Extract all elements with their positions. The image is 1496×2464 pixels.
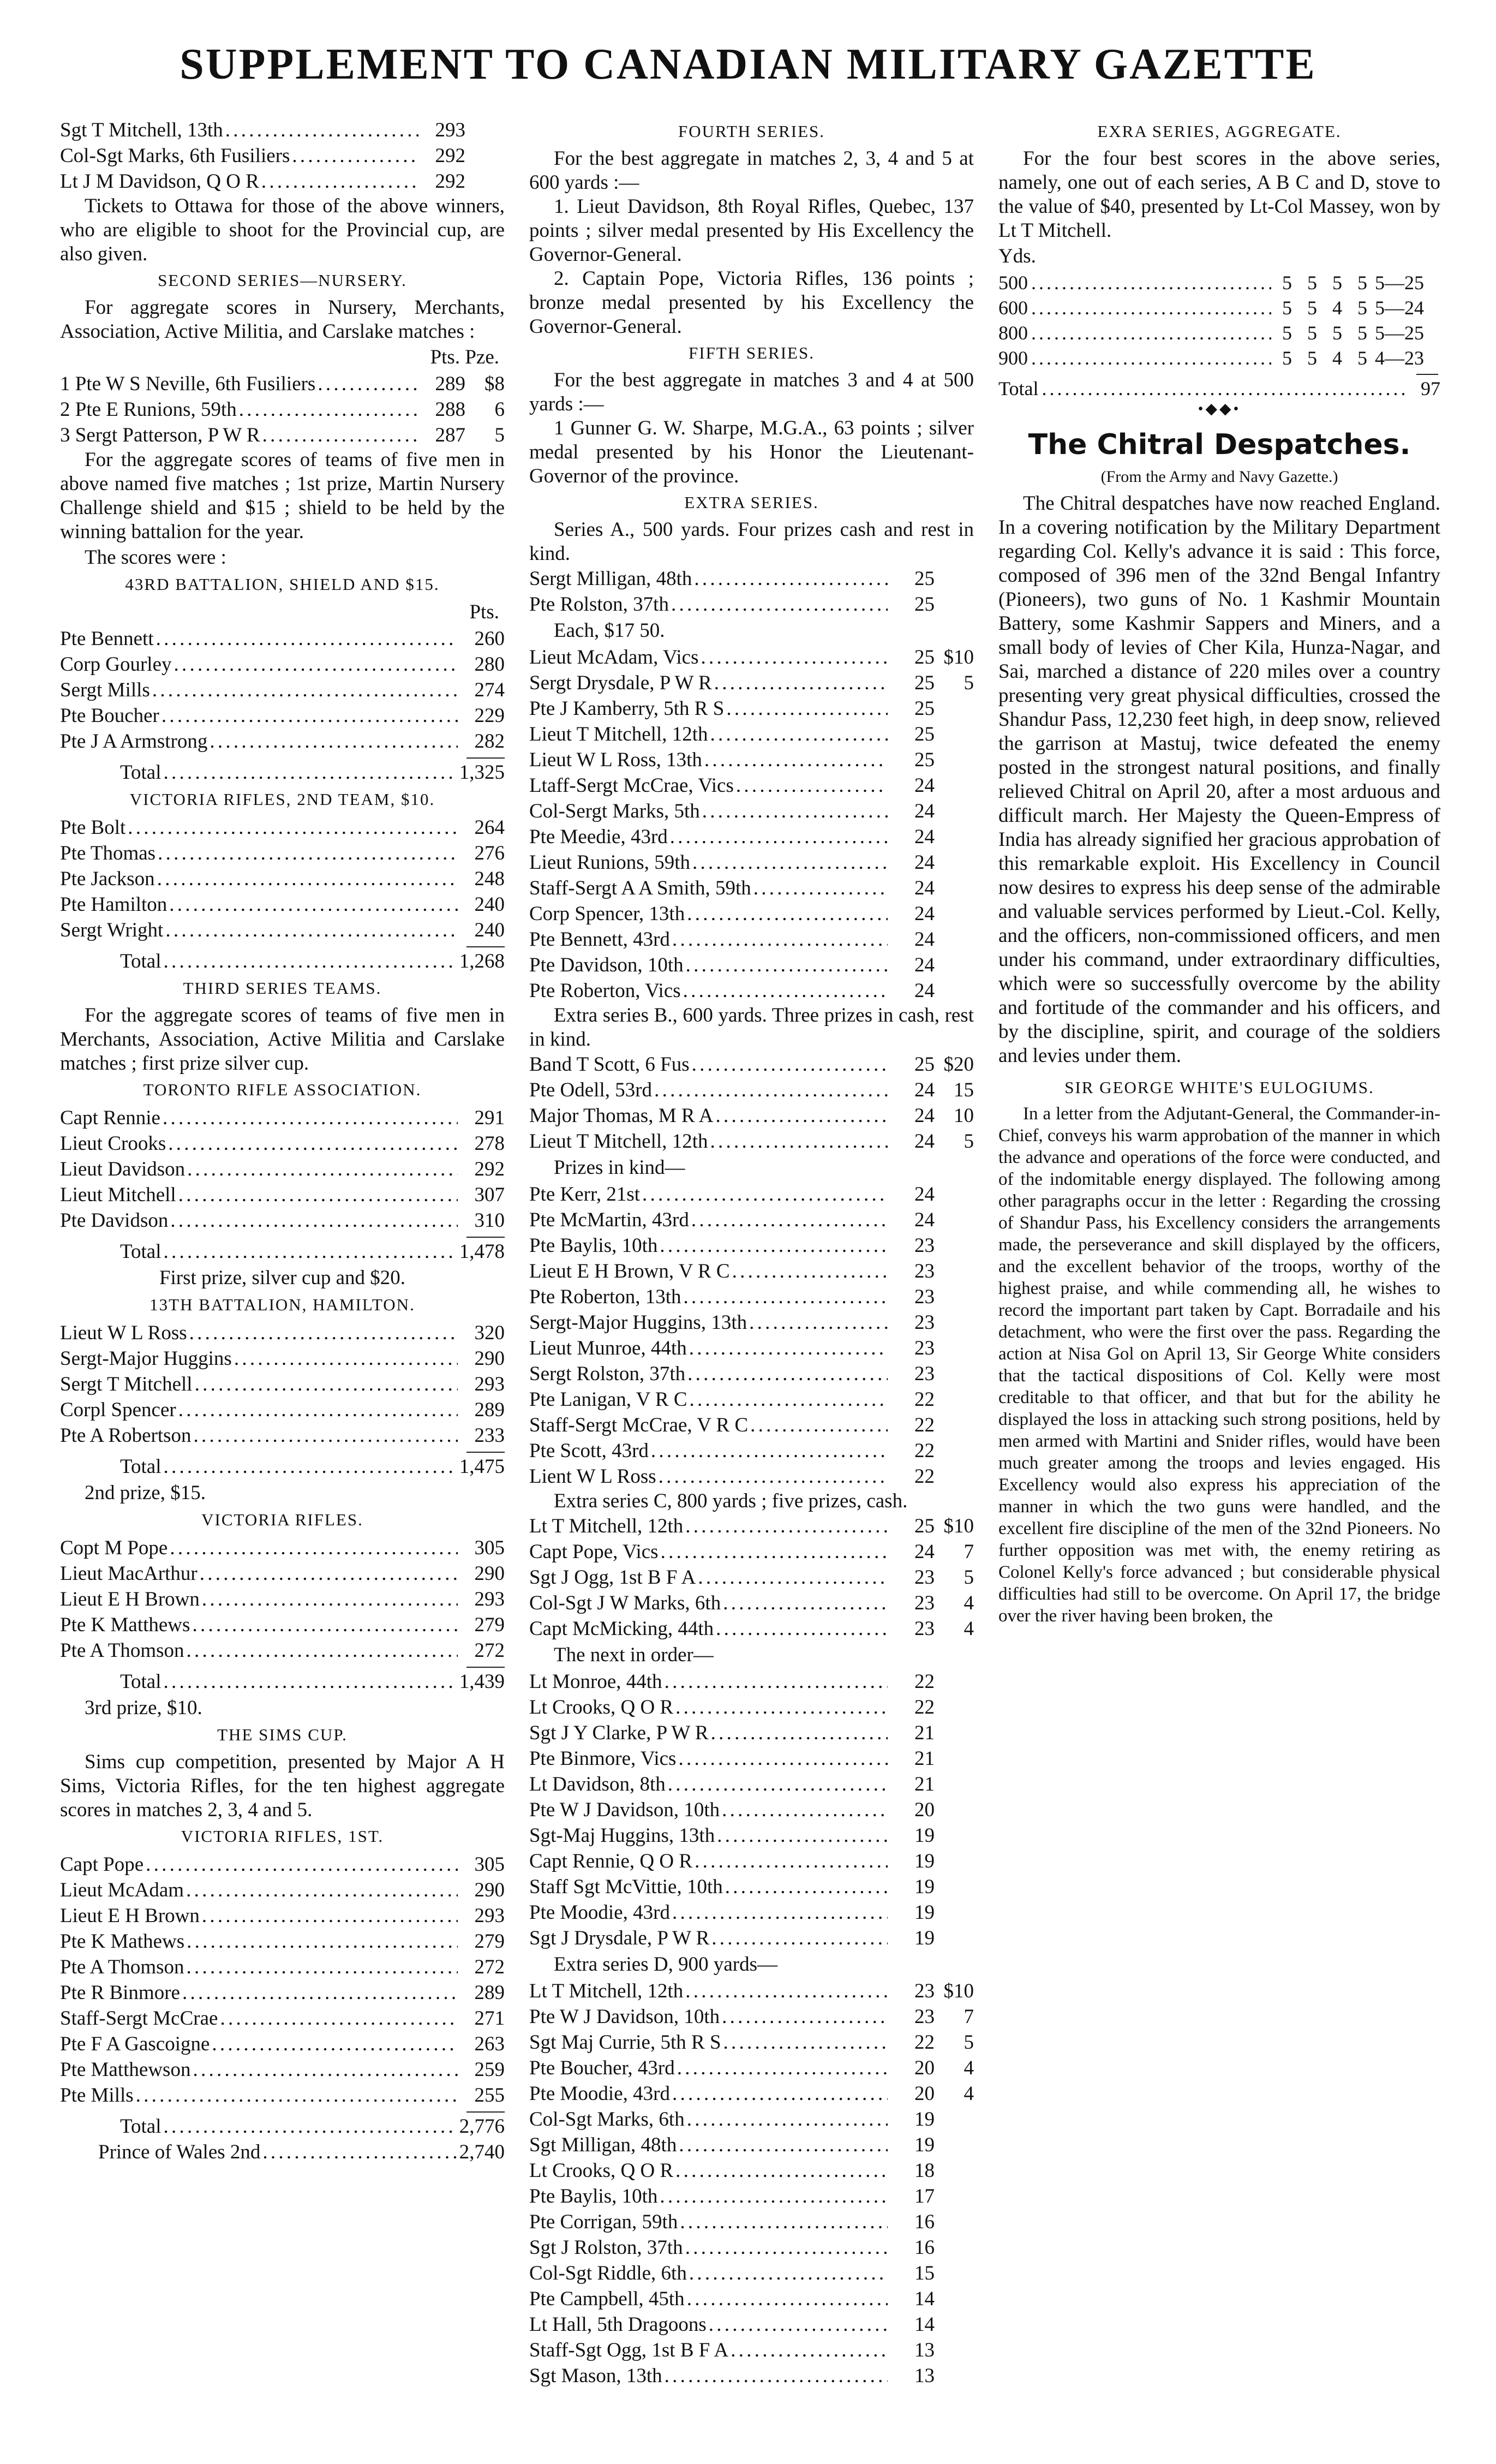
team-heading: 43RD BATTALION, SHIELD AND $15. (125, 575, 440, 594)
score-row: Pte Mills . . . 255 (60, 2083, 505, 2108)
score-row: Staff Sgt McVittie, 10th . . . 19 (529, 1874, 974, 1900)
score-row: Pte A Thomson . . . 272 (60, 1954, 505, 1980)
score-row: Pte Thomas . . . 276 (60, 840, 505, 866)
score-row: Pte Bennett . . . 260 (60, 626, 505, 652)
total-row: Total . . . 1,439 (60, 1669, 505, 1695)
score-row: Lieut MacArthur . . . 290 (60, 1561, 505, 1586)
series-b-intro: Extra series B., 600 yards. Three prizes in cash, rest in kind. (529, 1004, 974, 1051)
score-row: Lt Crooks, Q O R . . . 22 (529, 1695, 974, 1720)
score-row: Pte Moodie, 43rd . . . 20 4 (529, 2081, 974, 2107)
score-list (60, 117, 505, 194)
column-header: Pts. Pze. (430, 346, 499, 368)
score-row: Pte Davidson . . . 310 (60, 1208, 505, 1233)
score-row: Sgt-Maj Huggins, 13th . . . 19 (529, 1823, 974, 1848)
section-heading: THIRD SERIES TEAMS. (183, 979, 382, 998)
prize-note: 2nd prize, $15. (85, 1482, 206, 1504)
score-row: Sgt J Drysdale, P W R . . . 19 (529, 1925, 974, 1951)
total-row: Total . . . 1,478 (60, 1239, 505, 1264)
score-row: Sgt J Y Clarke, P W R . . . 21 (529, 1720, 974, 1746)
score-row: Col-Sgt Marks, 6th . . . 19 (529, 2107, 974, 2132)
score-row: Lieut E H Brown . . . 293 (60, 1586, 505, 1612)
score-row: Sergt T Mitchell . . . 293 (60, 1371, 505, 1397)
score-row: Pte Meedie, 43rd . . . 24 (529, 824, 974, 850)
score-row: Sergt Drysdale, P W R . . . 25 5 (529, 670, 974, 696)
score-row: Pte Hamilton . . . 240 (60, 892, 505, 917)
score-row: Pte Moodie, 43rd . . . 19 (529, 1900, 974, 1925)
score-row: Lient W L Ross . . . 22 (529, 1464, 974, 1489)
section-heading: EXTRA SERIES. (684, 493, 819, 512)
score-row: Pte W J Davidson, 10th . . . 20 (529, 1797, 974, 1823)
score-row: Pte W J Davidson, 10th . . . 23 7 (529, 2004, 974, 2030)
score-row: Lt Crooks, Q O R . . . 18 (529, 2158, 974, 2183)
score-row: Copt M Pope . . . 305 (60, 1535, 505, 1561)
score-list (60, 371, 505, 448)
score-list (529, 645, 974, 1004)
score-list (60, 626, 505, 754)
score-row: Capt Rennie . . . 291 (60, 1105, 505, 1131)
yards-score-table (998, 270, 1440, 371)
score-row: Lt T Mitchell, 12th . . . 23 $10 (529, 1978, 974, 2004)
score-row: Col-Sgt Marks, 6th Fusiliers . . . 292 (60, 143, 505, 169)
score-row: Pte Baylis, 10th . . . 23 (529, 1233, 974, 1258)
score-list (60, 1535, 505, 1663)
score-row: Pte F A Gascoigne . . . 263 (60, 2031, 505, 2057)
team-heading: VICTORIA RIFLES, 2ND TEAM, $10. (129, 790, 435, 809)
total-row: Total . . . 1,475 (60, 1454, 505, 1479)
score-row: Pte Lanigan, V R C . . . 22 (529, 1387, 974, 1412)
score-row: Pte K Matthews . . . 279 (60, 1612, 505, 1638)
article-paragraph: In a letter from the Adjutant-General, the Commander-in-Chief, conveys his warm approbation of the manner in which the advance and operations of the force were conducted, and of the indomitable energy displayed. The following among other paragraphs occur in the letter : Regarding the crossing of Shandur Pass, his Excellency considers the arrangements made, the perseverance and skill displayed by the officers, and the excellent behavior of the troops, worthy of the highest praise, and while commending all, he wishes to record the important part taken by Capt. Borradaile and his detachment, who were the first over the pass. Regarding the action at Nisa Gol on April 13, Sir George White considers that the tactical dispositions of Col. Kelly were most creditable to that officer, and that but for the ability he displayed the loss in attacking such strong positions, held by men armed with Martini and Snider rifles, would have been much greater among the troops and levies engaged. His Excellency would also express his appreciation of the manner in which the two guns were handled, and the excellent fire discipline of the men of the 32nd Pioneers. No further opposition was met with, the enemy retiring as Colonel Kelly's force advanced ; but considerable physical difficulties had still to be overcome. On April 17, the bridge over the river having been broken, the (998, 1104, 1440, 1626)
score-row: Pte Jackson . . . 248 (60, 866, 505, 892)
score-row: Lieut W L Ross, 13th . . . 25 (529, 747, 974, 773)
score-row: Pte Boucher . . . 229 (60, 703, 505, 729)
score-row: Pte Odell, 53rd . . . 24 15 (529, 1077, 974, 1103)
column-2 (529, 117, 974, 2389)
yards-label: Yds. (998, 245, 1036, 267)
score-list (60, 1320, 505, 1448)
score-row: 2 Pte E Runions, 59th . . . 288 6 (60, 397, 505, 422)
yards-row: 500 . . . 5 5 5 5 5—25 (998, 270, 1440, 295)
fourth-series-prize-1: 1. Lieut Davidson, 8th Royal Rifles, Quebec, 137 points ; silver medal presented by His Excellency the Governor-General. (529, 195, 974, 266)
ornament-divider: •◆◆• (1198, 401, 1241, 417)
score-row: Major Thomas, M R A . . . 24 10 (529, 1103, 974, 1129)
score-row: Capt Pope . . . 305 (60, 1852, 505, 1877)
score-row: Sgt T Mitchell, 13th . . . 293 (60, 117, 505, 143)
scores-intro: The scores were : (85, 546, 226, 569)
score-row: Lieut E H Brown, V R C . . . 23 (529, 1258, 974, 1284)
score-list (529, 1513, 974, 1642)
score-row: Pte McMartin, 43rd . . . 24 (529, 1207, 974, 1233)
score-row: Band T Scott, 6 Fus . . . 25 $20 (529, 1052, 974, 1077)
score-row: Lieut McAdam, Vics . . . 25 $10 (529, 645, 974, 670)
score-row: Lieut T Mitchell, 12th . . . 25 (529, 721, 974, 747)
column-header: Pts. (469, 601, 499, 623)
score-list (60, 1852, 505, 2108)
score-row: Sgt Mason, 13th . . . 13 (529, 2363, 974, 2389)
yards-row: 800 . . . 5 5 5 5 5—25 (998, 320, 1440, 345)
score-row: Staff-Sergt A A Smith, 59th . . . 24 (529, 875, 974, 901)
score-row: Sgt Milligan, 48th . . . 19 (529, 2132, 974, 2158)
score-row: Lieut Mitchell . . . 307 (60, 1182, 505, 1208)
total-row: Total . . . 1,325 (60, 760, 505, 785)
tickets-paragraph: Tickets to Ottawa for those of the above winners, who are eligible to shoot for the Provincial cup, are also given. (60, 195, 505, 265)
yards-row: 600 . . . 5 5 4 5 5—24 (998, 295, 1440, 320)
score-row: Sgt J Rolston, 37th . . . 16 (529, 2235, 974, 2260)
score-row: Pte K Mathews . . . 279 (60, 1929, 505, 1954)
score-list (529, 1052, 974, 1154)
score-row: Lieut Munroe, 44th . . . 23 (529, 1335, 974, 1361)
score-row: Pte Rolston, 37th . . . 25 (529, 592, 974, 617)
teams-paragraph: For the aggregate scores of teams of five men in above named five matches ; 1st prize, Martin Nursery Challenge shield and $15 ; shield to be held by the winning battalion for the year. (60, 449, 505, 543)
score-row: Capt Rennie, Q O R . . . 19 (529, 1848, 974, 1874)
fifth-series-paragraph: For the best aggregate in matches 3 and 4 at 500 yards :— (529, 369, 974, 415)
team-heading: TORONTO RIFLE ASSOCIATION. (143, 1080, 422, 1099)
score-row: Pte Boucher, 43rd . . . 20 4 (529, 2055, 974, 2081)
section-heading: THE SIMS CUP. (217, 1725, 348, 1744)
section-heading: SECOND SERIES—NURSERY. (158, 271, 407, 290)
section-heading: FOURTH SERIES. (678, 122, 825, 141)
score-row: Pte J A Armstrong . . . 282 (60, 729, 505, 754)
score-row: Col-Sgt J W Marks, 6th . . . 23 4 (529, 1590, 974, 1616)
score-row: Pte Scott, 43rd . . . 22 (529, 1438, 974, 1464)
score-list (529, 1978, 974, 2389)
score-row: Lt Hall, 5th Dragoons . . . 14 (529, 2312, 974, 2337)
score-row: Pte Matthewson . . . 259 (60, 2057, 505, 2083)
score-row: Sergt Rolston, 37th . . . 23 (529, 1361, 974, 1387)
series-c-intro: Extra series C, 800 yards ; five prizes, cash. (554, 1490, 908, 1512)
score-row: Sgt J Ogg, 1st B F A . . . 23 5 (529, 1565, 974, 1590)
score-row: Corp Gourley . . . 280 (60, 652, 505, 677)
score-row: Corp Spencer, 13th . . . 24 (529, 901, 974, 927)
total-row: Total . . . 97 (998, 376, 1440, 401)
score-row: Sgt Maj Currie, 5th R S . . . 22 5 (529, 2030, 974, 2055)
score-row: 1 Pte W S Neville, 6th Fusiliers . . . 289 $8 (60, 371, 505, 397)
team-heading: VICTORIA RIFLES. (201, 1510, 363, 1529)
total-row: Total . . . 2,776 (60, 2114, 505, 2139)
prize-note: The next in order— (554, 1644, 714, 1666)
score-row: Corpl Spencer . . . 289 (60, 1397, 505, 1423)
score-list (529, 1669, 974, 1951)
section-heading: SIR GEORGE WHITE'S EULOGIUMS. (1064, 1078, 1374, 1097)
score-row: Sergt Milligan, 48th . . . 25 (529, 566, 974, 592)
score-row: Staff-Sergt McCrae, V R C . . . 22 (529, 1412, 974, 1438)
fourth-series-paragraph: For the best aggregate in matches 2, 3, 4 and 5 at 600 yards :— (529, 147, 974, 194)
fourth-series-prize-2: 2. Captain Pope, Victoria Rifles, 136 points ; bronze medal presented by his Excellency the Governor-General. (529, 267, 974, 338)
score-row: Pte Roberton, Vics . . . 24 (529, 978, 974, 1004)
score-list (60, 1105, 505, 1233)
score-row: Pte Campbell, 45th . . . 14 (529, 2286, 974, 2312)
score-list (529, 1182, 974, 1489)
score-row: Lieut W L Ross . . . 320 (60, 1320, 505, 1346)
total-row: Total . . . 1,268 (60, 948, 505, 974)
third-series-paragraph: For the aggregate scores of teams of five men in Merchants, Association, Active Militia and Carslake matches ; first prize silver cup. (60, 1004, 505, 1075)
score-row: Lt Davidson, 8th . . . 21 (529, 1771, 974, 1797)
column-1 (60, 117, 505, 2165)
yards-row: 900 . . . 5 5 4 5 4—23 (998, 345, 1440, 371)
team-heading: VICTORIA RIFLES, 1ST. (181, 1827, 384, 1846)
score-row: Pte A Thomson . . . 272 (60, 1638, 505, 1663)
score-row: Lieut E H Brown . . . 293 (60, 1903, 505, 1929)
score-row: Pte J Kamberry, 5th R S . . . 25 (529, 696, 974, 721)
score-row: Lieut McAdam . . . 290 (60, 1877, 505, 1903)
total-row: Prince of Wales 2nd . . . 2,740 (60, 2139, 505, 2165)
score-row: Pte A Robertson . . . 233 (60, 1423, 505, 1448)
column-3 (998, 117, 1440, 1627)
section-heading: EXRA SERIES, AGGREGATE. (1097, 122, 1342, 141)
series-a-intro: Series A., 500 yards. Four prizes cash and rest in kind. (529, 518, 974, 565)
score-row: Ltaff-Sergt McCrae, Vics . . . 24 (529, 773, 974, 798)
article-title: The Chitral Despatches. (1028, 428, 1411, 461)
second-series-paragraph: For aggregate scores in Nursery, Merchants, Association, Active Militia, and Carslake matches : (60, 296, 505, 343)
article-source: (From the Army and Navy Gazette.) (1100, 468, 1338, 486)
score-row: Capt Pope, Vics . . . 24 7 (529, 1539, 974, 1565)
score-row: Pte Binmore, Vics . . . 21 (529, 1746, 974, 1771)
prize-note: 3rd prize, $10. (85, 1697, 202, 1719)
score-row: Lieut Crooks . . . 278 (60, 1131, 505, 1156)
score-row: Pte Baylis, 10th . . . 17 (529, 2183, 974, 2209)
score-row: Col-Sergt Marks, 5th . . . 24 (529, 798, 974, 824)
prize-note: Each, $17 50. (554, 619, 665, 642)
score-row: Pte R Binmore . . . 289 (60, 1980, 505, 2006)
score-row: Lieut Runions, 59th . . . 24 (529, 850, 974, 875)
score-row: Lt Monroe, 44th . . . 22 (529, 1669, 974, 1695)
team-heading: 13TH BATTALION, HAMILTON. (149, 1295, 415, 1314)
sims-paragraph: Sims cup competition, presented by Major A H Sims, Victoria Rifles, for the ten highest aggregate scores in matches 2, 3, 4 and 5. (60, 1751, 505, 1821)
aggregate-paragraph: For the four best scores in the above series, namely, one out of each series, A B C and D, stove to the value of $40, presented by Lt-Col Massey, won by Lt T Mitchell. (998, 147, 1440, 242)
score-row: Pte Kerr, 21st . . . 24 (529, 1182, 974, 1207)
score-row: Pte Bennett, 43rd . . . 24 (529, 927, 974, 952)
score-row: Sergt Wright . . . 240 (60, 917, 505, 943)
fifth-series-prize-1: 1 Gunner G. W. Sharpe, M.G.A., 63 points ; silver medal presented by his Honor the Lieutenant-Governor of the province. (529, 417, 974, 487)
score-row: Capt McMicking, 44th . . . 23 4 (529, 1616, 974, 1642)
score-row: Pte Corrigan, 59th . . . 16 (529, 2209, 974, 2235)
score-row: Lt J M Davidson, Q O R . . . 292 (60, 169, 505, 194)
score-row: Staff-Sergt McCrae . . . 271 (60, 2006, 505, 2031)
score-row: Lt T Mitchell, 12th . . . 25 $10 (529, 1513, 974, 1539)
score-row: Sergt-Major Huggins, 13th . . . 23 (529, 1310, 974, 1335)
prize-note: First prize, silver cup and $20. (159, 1267, 406, 1289)
masthead: SUPPLEMENT TO CANADIAN MILITARY GAZETTE (179, 40, 1317, 88)
score-row: Sergt-Major Huggins . . . 290 (60, 1346, 505, 1371)
score-row: Pte Roberton, 13th . . . 23 (529, 1284, 974, 1310)
score-row: Col-Sgt Riddle, 6th . . . 15 (529, 2260, 974, 2286)
score-row: Lieut Davidson . . . 292 (60, 1156, 505, 1182)
article-paragraph: The Chitral despatches have now reached England. In a covering notification by the Military Department regarding Col. Kelly's advance it is said : This force, composed of 396 men of the 32nd Bengal Infantry (Pioneers), two guns of No. 1 Kashmir Mountain Battery, some Kashmir Sappers and Miners, and a small body of levies of Cher Kila, Hunza-Nagar, and Sai, marched a distance of 220 miles over a country presenting very great physical difficulties, crossed the Shandur Pass, 12,230 feet high, in deep snow, relieved the garrison at Mastuj, twice defeated the enemy posted in the strongest natural positions, and finally relieved Chitral on April 20, after a most arduous and difficult march. Her Majesty the Queen-Empress of India has already signified her gracious approbation of this remarkable exploit. His Excellency in Council now desires to express his deep sense of the admirable and valuable services performed by Lieut.-Col. Kelly, and the officers, non-commissioned officers, and men under his command, under extraordinary difficulties, which were so successfully overcome by the ability and fortitude of the commander and his officers, and by the discipline, spirit, and courage of the soldiers and levies under them. (998, 492, 1440, 1067)
score-row: Pte Davidson, 10th . . . 24 (529, 952, 974, 978)
score-row: 3 Sergt Patterson, P W R . . . 287 5 (60, 422, 505, 448)
score-list (60, 815, 505, 943)
score-row: Pte Bolt . . . 264 (60, 815, 505, 840)
section-heading: FIFTH SERIES. (689, 343, 815, 362)
prize-note: Prizes in kind— (554, 1156, 685, 1179)
score-row: Staff-Sgt Ogg, 1st B F A . . . 13 (529, 2337, 974, 2363)
series-d-intro: Extra series D, 900 yards— (554, 1953, 777, 1976)
score-list (529, 566, 974, 617)
score-row: Sergt Mills . . . 274 (60, 677, 505, 703)
score-row: Lieut T Mitchell, 12th . . . 24 5 (529, 1129, 974, 1154)
